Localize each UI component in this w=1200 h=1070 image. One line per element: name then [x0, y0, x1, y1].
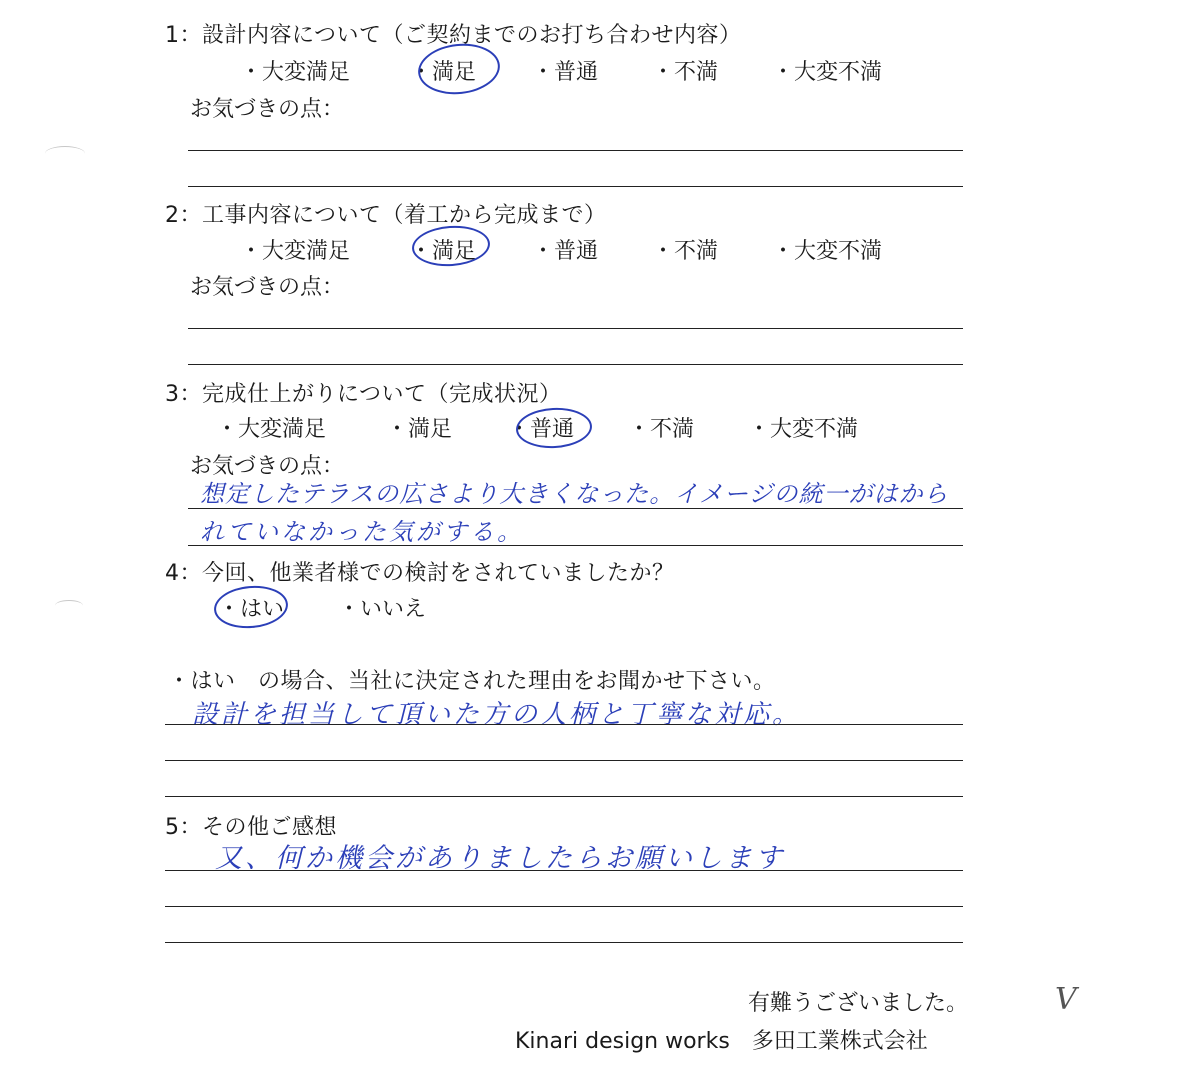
q2-option-very-dissatisfied[interactable]: ・大変不満	[772, 239, 883, 264]
q2-option-dissatisfied[interactable]: ・不満	[652, 239, 719, 264]
q4-option-no[interactable]: ・いいえ	[338, 597, 427, 622]
scan-artifact	[55, 600, 83, 611]
q4-reason-prompt: ・はい の場合、当社に決定された理由をお聞かせ下さい。	[168, 669, 776, 694]
q1-option-dissatisfied[interactable]: ・不満	[652, 60, 719, 85]
q2-option-satisfied[interactable]: ・満足	[410, 239, 477, 264]
thanks-text: 有難うございました。	[748, 991, 969, 1016]
q2-note-line	[188, 328, 963, 329]
q1-option-very-dissatisfied[interactable]: ・大変不満	[772, 60, 883, 85]
q5-handwritten-answer: 又、何か機会がありましたらお願いします	[215, 843, 785, 874]
q4-handwritten-reason: 設計を担当して頂いた方の人柄と丁寧な対応。	[192, 700, 802, 730]
q3-option-satisfied[interactable]: ・満足	[386, 417, 453, 442]
q3-note-label: お気づきの点：	[190, 454, 345, 479]
q3-option-dissatisfied[interactable]: ・不満	[628, 417, 695, 442]
q4-title: 4：今回、他業者様での検討をされていましたか？	[165, 561, 675, 586]
company-name: Kinari design works 多田工業株式会社	[515, 1029, 928, 1054]
q3-note-line	[188, 508, 963, 509]
q2-option-very-satisfied[interactable]: ・大変満足	[240, 239, 351, 264]
q1-title: 1：設計内容について（ご契約までのお打ち合わせ内容）	[165, 23, 742, 48]
check-mark: V	[1055, 982, 1077, 1017]
q3-title: 3：完成仕上がりについて（完成状況）	[165, 382, 562, 407]
q2-title: 2：工事内容について（着工から完成まで）	[165, 203, 607, 228]
q1-option-normal[interactable]: ・普通	[532, 60, 599, 85]
q3-handwritten-answer-line2: れていなかった気がする。	[200, 518, 524, 546]
q5-answer-line	[165, 942, 963, 943]
q1-option-satisfied[interactable]: ・満足	[410, 60, 477, 85]
q3-note-line	[188, 545, 963, 546]
q3-option-very-satisfied[interactable]: ・大変満足	[216, 417, 327, 442]
q1-note-line	[188, 150, 963, 151]
q2-note-line	[188, 364, 963, 365]
scan-artifact	[45, 146, 85, 161]
q5-title: 5：その他ご感想	[165, 815, 337, 840]
q4-option-yes[interactable]: ・はい	[218, 597, 285, 622]
q1-note-line	[188, 186, 963, 187]
q2-note-label: お気づきの点：	[190, 275, 345, 300]
q4-selection-circle	[212, 583, 289, 631]
q5-answer-line	[165, 870, 963, 871]
q2-option-normal[interactable]: ・普通	[532, 239, 599, 264]
q4-reason-line	[165, 760, 963, 761]
q4-reason-line	[165, 796, 963, 797]
q1-note-label: お気づきの点：	[190, 97, 345, 122]
q4-reason-line	[165, 724, 963, 725]
q3-option-very-dissatisfied[interactable]: ・大変不満	[748, 417, 859, 442]
q3-handwritten-answer-line1: 想定したテラスの広さより大きくなった。イメージの統一がはから	[200, 480, 949, 508]
q5-answer-line	[165, 906, 963, 907]
q1-option-very-satisfied[interactable]: ・大変満足	[240, 60, 351, 85]
q3-option-normal[interactable]: ・普通	[508, 417, 575, 442]
